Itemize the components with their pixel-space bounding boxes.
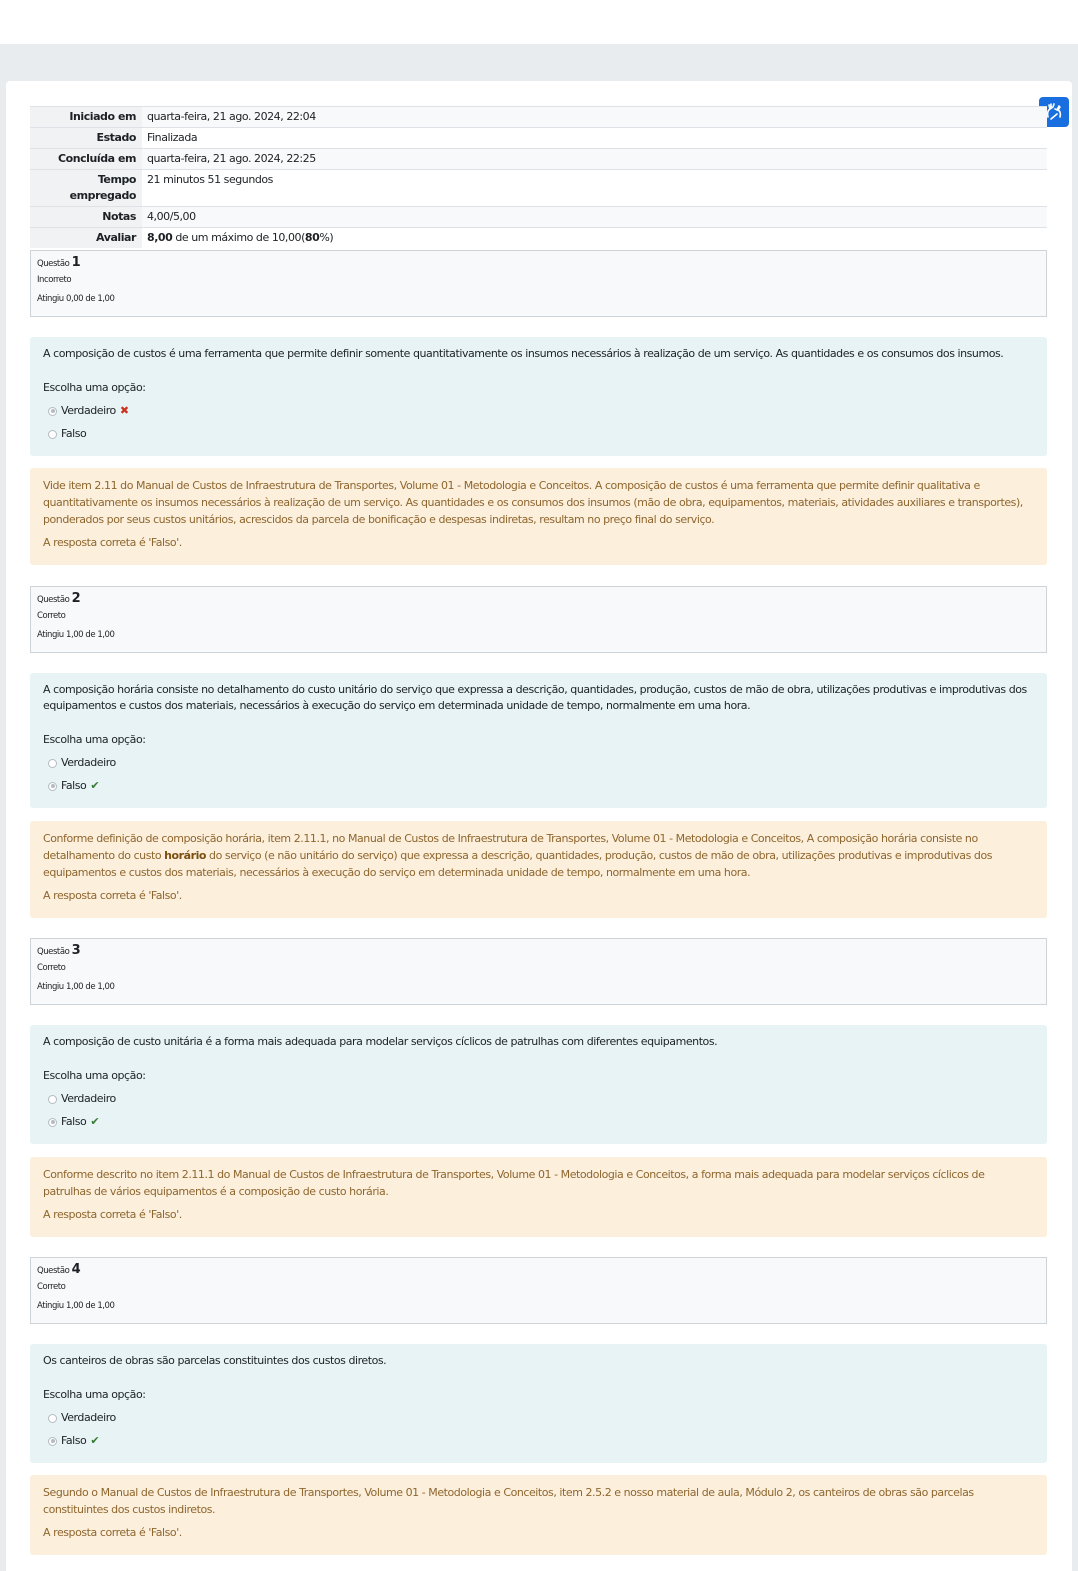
check-icon: ✔	[90, 1434, 100, 1447]
summary-value: quarta-feira, 21 ago. 2024, 22:04	[142, 107, 1047, 128]
question-state: Incorreto	[37, 275, 72, 285]
summary-label: Concluída em	[30, 149, 142, 170]
question-number	[37, 592, 1040, 607]
question-content-1	[30, 337, 1047, 456]
question-number-value: 4	[71, 1262, 81, 1277]
question-text: A composição de custo unitária é a forma mais adequada para modelar serviços cíclicos de patrulhas com diferentes equipamentos.	[43, 1035, 718, 1048]
question-info-2	[30, 586, 1047, 653]
cross-icon: ✖	[119, 404, 129, 417]
grade-percent: 80	[304, 231, 320, 244]
summary-value: 4,00/5,00	[142, 207, 1047, 228]
feedback-text: Conforme descrito no item 2.11.1 do Manual de Custos de Infraestrutura de Transportes, Volume 01 - Metodologia e Conceitos, a forma mais adequada para modelar serviços cíclicos de patrulhas de vários equipamentos é a composição de custo horária.	[43, 1168, 985, 1198]
summary-row-started	[30, 107, 1047, 128]
option-label: Verdadeiro	[61, 1092, 116, 1105]
summary-row-marks	[30, 207, 1047, 228]
question-text: Os canteiros de obras são parcelas constituintes dos custos diretos.	[43, 1354, 387, 1367]
question-number	[37, 944, 1040, 959]
question-content-2	[30, 673, 1047, 808]
question-content-3	[30, 1025, 1047, 1144]
option-falso[interactable]	[43, 778, 1034, 794]
option-verdadeiro[interactable]	[43, 755, 1034, 771]
option-label: Falso	[61, 1115, 87, 1128]
question-grade: Atingiu 1,00 de 1,00	[37, 1301, 115, 1311]
sign-language-hands-icon	[1044, 102, 1064, 122]
summary-value	[142, 228, 1047, 249]
option-verdadeiro[interactable]	[43, 1410, 1034, 1426]
correct-answer: A resposta correta é 'Falso'.	[43, 536, 182, 549]
question-label: Questão	[37, 259, 70, 269]
radio-button[interactable]	[48, 1095, 57, 1104]
summary-row-completed	[30, 149, 1047, 170]
grade-score: 8,00	[147, 231, 173, 244]
question-grade: Atingiu 1,00 de 1,00	[37, 630, 115, 640]
correct-answer: A resposta correta é 'Falso'.	[43, 1208, 182, 1221]
option-verdadeiro[interactable]	[43, 403, 1034, 419]
option-verdadeiro[interactable]	[43, 1091, 1034, 1107]
question-grade: Atingiu 1,00 de 1,00	[37, 982, 115, 992]
question-info-3	[30, 938, 1047, 1005]
radio-button[interactable]	[48, 1414, 57, 1423]
summary-label: Iniciado em	[30, 107, 142, 128]
radio-button[interactable]	[48, 759, 57, 768]
check-icon: ✔	[90, 1115, 100, 1128]
question-grade: Atingiu 0,00 de 1,00	[37, 294, 115, 304]
summary-value: quarta-feira, 21 ago. 2024, 22:25	[142, 149, 1047, 170]
feedback-text: Segundo o Manual de Custos de Infraestrutura de Transportes, Volume 01 - Metodologia e Conceitos, item 2.5.2 e nosso material de aula, Módulo 2, os canteiros de obras são parcelas constituintes dos custos indiretos.	[43, 1486, 974, 1516]
choose-option-prompt: Escolha uma opção:	[43, 381, 146, 394]
question-text: A composição de custos é uma ferramenta que permite definir somente quantitativamente os insumos necessários à realização de um serviço. As quantidades e os consumos dos insumos.	[43, 347, 1004, 360]
correct-answer: A resposta correta é 'Falso'.	[43, 889, 182, 902]
option-label: Falso	[61, 1434, 87, 1447]
feedback-2	[30, 821, 1047, 918]
option-falso[interactable]	[43, 1114, 1034, 1130]
question-label: Questão	[37, 1266, 70, 1276]
choose-option-prompt: Escolha uma opção:	[43, 733, 146, 746]
question-state: Correto	[37, 611, 66, 621]
feedback-1	[30, 468, 1047, 565]
question-info-4	[30, 1257, 1047, 1324]
option-falso[interactable]	[43, 1433, 1034, 1449]
option-label: Verdadeiro	[61, 756, 116, 769]
option-label: Falso	[61, 427, 87, 440]
radio-button[interactable]	[48, 430, 57, 439]
correct-answer: A resposta correta é 'Falso'.	[43, 1526, 182, 1539]
question-text: A composição horária consiste no detalhamento do custo unitário do serviço que expressa a descrição, quantidades, produção, custos de mão de obra, utilizações produtivas e improdutivas dos equipamentos e custos dos materiais, necessários à execução do serviço em determinada unidade de tempo, normalmente em uma hora.	[43, 683, 1027, 712]
radio-button[interactable]	[48, 1118, 57, 1127]
grade-percent-suffix: %)	[319, 231, 334, 244]
question-number	[37, 256, 1040, 271]
question-info-1	[30, 250, 1047, 317]
question-number-value: 2	[71, 591, 81, 606]
summary-label: Avaliar	[30, 228, 142, 249]
summary-row-grade	[30, 228, 1047, 249]
radio-button[interactable]	[48, 407, 57, 416]
feedback-4	[30, 1475, 1047, 1555]
attempt-summary-table	[30, 106, 1047, 248]
grade-max: de um máximo de 10,00(	[172, 231, 305, 244]
question-number	[37, 1263, 1040, 1278]
feedback-emphasis: horário	[164, 849, 207, 862]
check-icon: ✔	[90, 779, 100, 792]
question-state: Correto	[37, 1282, 66, 1292]
summary-row-state	[30, 128, 1047, 149]
summary-row-time	[30, 170, 1047, 207]
question-number-value: 1	[71, 255, 81, 270]
summary-value: 21 minutos 51 segundos	[142, 170, 1047, 207]
feedback-text	[43, 830, 1034, 881]
question-label: Questão	[37, 947, 70, 957]
radio-button[interactable]	[48, 1437, 57, 1446]
summary-label: Estado	[30, 128, 142, 149]
radio-button[interactable]	[48, 782, 57, 791]
option-label: Verdadeiro	[61, 404, 116, 417]
feedback-text-part: do serviço (e não unitário do serviço) que expressa a descrição, quantidades, produção, custos de mão de obra, utilizações produtivas e improdutivas dos equipamentos e custos dos materiais, necessários à execução do serviço em determinada unidade de tempo, normalmente em uma hora.	[43, 849, 993, 879]
option-label: Falso	[61, 779, 87, 792]
summary-value: Finalizada	[142, 128, 1047, 149]
question-number-value: 3	[71, 943, 81, 958]
feedback-3	[30, 1157, 1047, 1237]
summary-label: Notas	[30, 207, 142, 228]
question-content-4	[30, 1344, 1047, 1463]
option-falso[interactable]	[43, 426, 1034, 442]
question-state: Correto	[37, 963, 66, 973]
choose-option-prompt: Escolha uma opção:	[43, 1388, 146, 1401]
choose-option-prompt: Escolha uma opção:	[43, 1069, 146, 1082]
feedback-text-part: Conforme definição de composição horária, item 2.11.1, no Manual de Custos de Infraestrutura de Transportes, Volume 01 - Metodologia e Conceitos, A composição horária consiste no detalhamento do custo	[43, 832, 978, 862]
top-navbar	[0, 0, 1078, 44]
feedback-text: Vide item 2.11 do Manual de Custos de Infraestrutura de Transportes, Volume 01 - Metodologia e Conceitos. A composição de custos é uma ferramenta que permite definir qualitativa e quantitativamente os insumos necessários à realização de um serviço. As quantidades e os consumos dos insumos (mão de obra, equipamentos, materiais, atividades auxiliares e transportes), ponderados por seus custos unitários, acrescidos da parcela de bonificação e despesas indiretas, resultam no preço final do serviço.	[43, 479, 1023, 526]
option-label: Verdadeiro	[61, 1411, 116, 1424]
summary-label: Tempo empregado	[30, 170, 142, 207]
question-label: Questão	[37, 595, 70, 605]
